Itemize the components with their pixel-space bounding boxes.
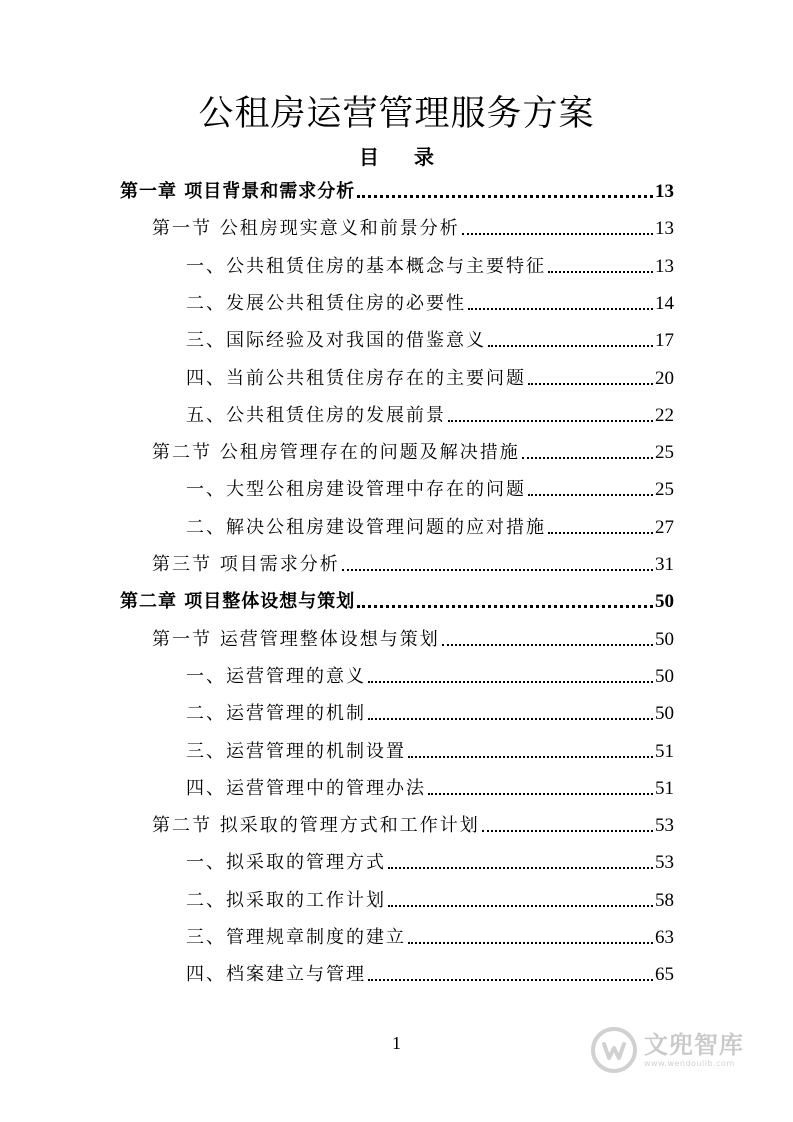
watermark xyxy=(590,1020,780,1080)
toc-leader-dots xyxy=(488,345,653,347)
toc-entry[interactable] xyxy=(152,810,674,838)
toc-entry[interactable] xyxy=(120,176,674,204)
toc-entry[interactable] xyxy=(186,698,674,726)
toc-entry-page: 25 xyxy=(655,442,674,464)
toc-entry-label: 三、运营管理的机制设置 xyxy=(186,740,406,762)
toc-entry-page: 50 xyxy=(655,591,674,613)
toc-entry[interactable] xyxy=(186,847,674,875)
toc-entry-page: 51 xyxy=(655,740,674,762)
toc-leader-dots xyxy=(442,644,653,646)
toc-entry[interactable] xyxy=(186,400,674,428)
toc-entry[interactable] xyxy=(186,661,674,689)
toc-leader-dots xyxy=(357,195,653,198)
toc-entry-page: 58 xyxy=(655,889,674,911)
toc-entry-page: 53 xyxy=(655,852,674,874)
toc-entry-page: 50 xyxy=(655,665,674,687)
toc-entry[interactable] xyxy=(186,736,674,764)
toc-entry-label: 一、运营管理的意义 xyxy=(186,665,366,687)
toc-entry-label: 三、国际经验及对我国的借鉴意义 xyxy=(186,330,486,352)
toc-entry[interactable] xyxy=(120,586,674,614)
toc-entry-label: 五、公共租赁住房的发展前景 xyxy=(186,404,446,426)
toc-leader-dots xyxy=(528,494,653,496)
toc-entry-page: 65 xyxy=(655,964,674,986)
toc-leader-dots xyxy=(482,830,653,832)
toc-entry-label: 第三节 项目需求分析 xyxy=(152,554,340,575)
toc-entry-page: 17 xyxy=(655,330,674,352)
toc-entry-page: 13 xyxy=(655,255,674,277)
toc-entry-label: 第一章 项目背景和需求分析 xyxy=(120,181,356,202)
toc-entry-label: 三、管理规章制度的建立 xyxy=(186,927,406,948)
toc-entry-label: 二、解决公租房建设管理问题的应对措施 xyxy=(186,516,546,538)
toc-entry-page: 63 xyxy=(655,927,674,948)
toc-entry[interactable] xyxy=(186,251,674,279)
toc-entry-page: 25 xyxy=(655,479,674,501)
toc-leader-dots xyxy=(462,233,653,235)
page-number: 1 xyxy=(392,1033,401,1053)
toc-entry-label: 第二节 拟采取的管理方式和工作计划 xyxy=(152,815,480,837)
toc-entry-page: 27 xyxy=(655,516,674,538)
wendou-logo-icon xyxy=(590,1026,638,1074)
toc-leader-dots xyxy=(408,942,653,944)
toc-leader-dots xyxy=(408,756,653,758)
toc-entry[interactable] xyxy=(152,549,674,577)
toc-entry[interactable] xyxy=(152,437,674,465)
toc-entry[interactable] xyxy=(152,624,674,652)
watermark-name: 文兜智库 xyxy=(644,1031,744,1059)
toc-leader-dots xyxy=(368,718,653,720)
toc-leader-dots xyxy=(522,457,653,459)
toc-entry-page: 50 xyxy=(655,628,674,650)
toc-entry-page: 53 xyxy=(655,815,674,837)
toc-entry-label: 二、拟采取的工作计划 xyxy=(186,889,386,911)
toc-entry[interactable] xyxy=(186,474,674,502)
toc-leader-dots xyxy=(548,532,653,534)
document-title: 公租房运营管理服务方案 xyxy=(198,94,595,134)
toc-entry[interactable] xyxy=(186,922,674,950)
toc-entry-page: 13 xyxy=(655,181,674,202)
toc-entry[interactable] xyxy=(186,512,674,540)
toc-entry-label: 一、大型公租房建设管理中存在的问题 xyxy=(186,479,526,501)
toc-entry[interactable] xyxy=(186,959,674,987)
toc-leader-dots xyxy=(548,271,653,273)
toc-leader-dots xyxy=(368,979,653,981)
toc-entry-page: 20 xyxy=(655,367,674,389)
toc-leader-dots xyxy=(468,308,653,310)
toc-entry-page: 22 xyxy=(655,404,674,426)
toc-entry-label: 四、当前公共租赁住房存在的主要问题 xyxy=(186,367,526,389)
toc-entry-label: 一、公共租赁住房的基本概念与主要特征 xyxy=(186,255,546,277)
toc-entry-page: 13 xyxy=(655,218,674,240)
toc-entry[interactable] xyxy=(186,885,674,913)
toc-leader-dots xyxy=(368,681,653,683)
toc-leader-dots xyxy=(342,569,653,571)
toc-leader-dots xyxy=(528,383,653,385)
toc-entry-label: 二、发展公共租赁住房的必要性 xyxy=(186,292,466,314)
toc-leader-dots xyxy=(448,420,653,422)
toc-entry[interactable] xyxy=(186,363,674,391)
toc-entry-page: 31 xyxy=(655,554,674,575)
toc-entry-label: 四、运营管理中的管理办法 xyxy=(186,777,426,799)
toc-leader-dots xyxy=(357,605,653,608)
toc-entry-page: 50 xyxy=(655,703,674,725)
toc-entry-label: 一、拟采取的管理方式 xyxy=(186,852,386,874)
toc-entry-label: 第二节 公租房管理存在的问题及解决措施 xyxy=(152,442,520,464)
toc-entry-label: 第一节 运营管理整体设想与策划 xyxy=(152,628,440,650)
toc-leader-dots xyxy=(428,793,653,795)
toc-entry-label: 第二章 项目整体设想与策划 xyxy=(120,591,356,613)
toc-heading: 目 录 xyxy=(359,145,448,169)
toc-entry[interactable] xyxy=(152,213,674,241)
toc-entry-page: 14 xyxy=(655,292,674,314)
toc-entry[interactable] xyxy=(186,288,674,316)
toc-entry-label: 四、档案建立与管理 xyxy=(186,964,366,986)
watermark-url: www.wendoulib.com xyxy=(644,1059,735,1068)
toc-entry-label: 第一节 公租房现实意义和前景分析 xyxy=(152,218,460,240)
toc-entry[interactable] xyxy=(186,773,674,801)
toc-entry-page: 51 xyxy=(655,777,674,799)
toc-entry-label: 二、运营管理的机制 xyxy=(186,703,366,725)
toc-entry[interactable] xyxy=(186,325,674,353)
toc-leader-dots xyxy=(388,867,653,869)
toc-leader-dots xyxy=(388,905,653,907)
watermark-text xyxy=(644,1031,744,1069)
